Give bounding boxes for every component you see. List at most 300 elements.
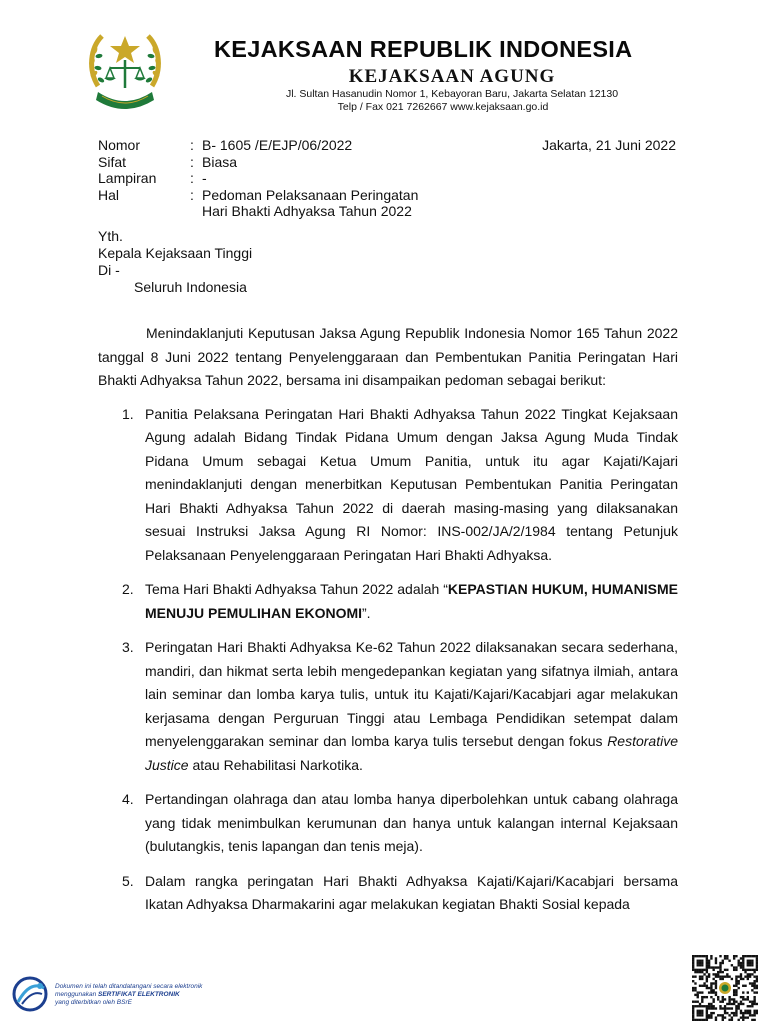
qr-module <box>692 1012 694 1014</box>
qr-module <box>735 982 737 984</box>
qr-module <box>692 966 694 968</box>
qr-module <box>728 1014 730 1016</box>
qr-module <box>751 962 753 964</box>
qr-module <box>735 985 737 987</box>
meta-lampiran <box>98 170 418 187</box>
qr-module <box>735 1010 737 1012</box>
meta-hal <box>98 187 418 220</box>
qr-module <box>715 960 717 962</box>
qr-module <box>740 996 742 998</box>
qr-module <box>722 971 724 973</box>
meta-colon: : <box>190 170 194 186</box>
qr-module <box>735 1012 737 1014</box>
qr-module <box>699 1005 701 1007</box>
qr-module <box>756 1010 758 1012</box>
qr-module <box>701 1014 703 1016</box>
qr-module <box>751 1019 753 1021</box>
qr-module <box>753 975 755 977</box>
qr-module <box>712 969 714 971</box>
qr-module <box>706 971 708 973</box>
qr-module <box>751 964 753 966</box>
qr-module <box>697 1001 699 1003</box>
qr-module <box>706 1016 708 1018</box>
qr-module <box>692 955 694 957</box>
qr-module <box>756 962 758 964</box>
meta-colon: : <box>190 186 194 203</box>
qr-module <box>694 994 696 996</box>
qr-module <box>712 989 714 991</box>
qr-module <box>706 1012 708 1014</box>
qr-module <box>697 955 699 957</box>
qr-module <box>701 978 703 980</box>
list-text: Pertandingan olahraga dan atau lomba hanya diperbolehkan untuk cabang olahraga yang tidak menimbulkan kerumunan dan hanya untuk kalangan internal Kejaksaan (bulutangkis, tenis lapangan dan tenis meja). <box>145 791 678 854</box>
qr-module <box>751 955 753 957</box>
qr-module <box>724 1007 726 1009</box>
qr-module <box>701 975 703 977</box>
qr-module <box>744 985 746 987</box>
qr-module <box>726 1007 728 1009</box>
qr-module <box>740 962 742 964</box>
qr-module <box>715 957 717 959</box>
qr-module <box>699 1012 701 1014</box>
qr-module <box>701 1010 703 1012</box>
qr-module <box>753 971 755 973</box>
qr-module <box>724 975 726 977</box>
qr-module <box>753 1010 755 1012</box>
qr-module <box>756 955 758 957</box>
qr-module <box>742 957 744 959</box>
qr-module <box>733 966 735 968</box>
qr-module <box>728 1007 730 1009</box>
qr-module <box>710 991 712 993</box>
qr-module <box>719 962 721 964</box>
qr-module <box>692 1007 694 1009</box>
list-item <box>98 578 678 625</box>
qr-module <box>740 1010 742 1012</box>
qr-module <box>753 1012 755 1014</box>
footer-line: Dokumen ini telah ditandatangani secara elektronik <box>55 983 203 990</box>
qr-module <box>728 1003 730 1005</box>
qr-module <box>706 985 708 987</box>
meta-value: B- 1605 /E/EJP/06/2022 <box>202 137 353 153</box>
qr-module <box>692 969 694 971</box>
qr-module <box>692 964 694 966</box>
qr-module <box>756 978 758 980</box>
qr-module <box>710 957 712 959</box>
qr-module <box>701 985 703 987</box>
qr-module <box>694 987 696 989</box>
qr-module <box>731 1003 733 1005</box>
qr-module <box>726 975 728 977</box>
qr-module <box>742 962 744 964</box>
qr-module <box>753 955 755 957</box>
qr-module <box>719 978 721 980</box>
qr-module <box>728 998 730 1000</box>
qr-module <box>749 964 751 966</box>
qr-module <box>728 1001 730 1003</box>
qr-module <box>742 1014 744 1016</box>
qr-module <box>692 1005 694 1007</box>
qr-module <box>701 996 703 998</box>
qr-module <box>728 960 730 962</box>
qr-module <box>715 966 717 968</box>
qr-module <box>697 969 699 971</box>
qr-module <box>749 1001 751 1003</box>
qr-module <box>706 969 708 971</box>
qr-module <box>742 1016 744 1018</box>
qr-module <box>751 989 753 991</box>
qr-module <box>753 1019 755 1021</box>
qr-module <box>697 964 699 966</box>
footer-line <box>55 991 202 999</box>
meta-value <box>202 187 418 220</box>
qr-module <box>703 982 705 984</box>
qr-module <box>738 1005 740 1007</box>
qr-module <box>740 975 742 977</box>
qr-module <box>692 975 694 977</box>
qr-module <box>756 987 758 989</box>
list-text: Tema Hari Bhakti Adhyaksa Tahun 2022 adalah “ <box>145 581 448 597</box>
qr-module <box>724 1016 726 1018</box>
qr-module <box>699 1019 701 1021</box>
qr-module <box>733 989 735 991</box>
qr-module <box>715 987 717 989</box>
qr-module <box>708 973 710 975</box>
qr-module <box>715 973 717 975</box>
list-item <box>98 788 678 859</box>
qr-module <box>733 994 735 996</box>
qr-module <box>708 1016 710 1018</box>
qr-module <box>747 991 749 993</box>
qr-module <box>719 1001 721 1003</box>
qr-module <box>715 1007 717 1009</box>
qr-module <box>749 1010 751 1012</box>
qr-module <box>697 1012 699 1014</box>
qr-module <box>692 957 694 959</box>
list-text: atau Rehabilitasi Narkotika. <box>188 756 363 773</box>
meta-key: Nomor <box>98 137 141 153</box>
qr-module <box>731 1019 733 1021</box>
qr-module <box>710 987 712 989</box>
qr-module <box>742 998 744 1000</box>
qr-module <box>735 991 737 993</box>
qr-module <box>742 960 744 962</box>
qr-module <box>710 1014 712 1016</box>
qr-module <box>724 969 726 971</box>
letter-meta <box>98 137 418 220</box>
qr-module <box>744 1010 746 1012</box>
qr-module <box>733 1014 735 1016</box>
qr-module <box>724 1005 726 1007</box>
qr-module <box>753 969 755 971</box>
qr-module <box>712 998 714 1000</box>
qr-module <box>747 975 749 977</box>
qr-module <box>724 1010 726 1012</box>
qr-module <box>717 966 719 968</box>
qr-module <box>747 1005 749 1007</box>
qr-module <box>706 955 708 957</box>
qr-module <box>731 978 733 980</box>
meta-value: Biasa <box>202 153 238 170</box>
qr-module <box>756 960 758 962</box>
qr-module <box>697 1014 699 1016</box>
qr-module <box>740 978 742 980</box>
qr-module <box>747 960 749 962</box>
guideline-list <box>98 403 678 917</box>
qr-module <box>722 998 724 1000</box>
qr-module <box>747 964 749 966</box>
qr-module <box>722 1014 724 1016</box>
qr-module <box>703 996 705 998</box>
qr-module <box>701 962 703 964</box>
qr-module <box>712 1001 714 1003</box>
qr-module <box>738 962 740 964</box>
qr-module <box>735 969 737 971</box>
e-signature-note <box>55 983 202 1007</box>
qr-module <box>710 982 712 984</box>
qr-module <box>753 982 755 984</box>
qr-module <box>715 1016 717 1018</box>
qr-module <box>703 985 705 987</box>
qr-module <box>744 971 746 973</box>
qr-module <box>699 1014 701 1016</box>
qr-module <box>726 973 728 975</box>
qr-module <box>735 989 737 991</box>
qr-module <box>722 1007 724 1009</box>
qr-module <box>756 975 758 977</box>
qr-module <box>706 980 708 982</box>
qr-module <box>733 955 735 957</box>
qr-module <box>710 955 712 957</box>
qr-module <box>726 955 728 957</box>
qr-module <box>744 998 746 1000</box>
qr-module <box>731 1012 733 1014</box>
qr-module <box>751 982 753 984</box>
qr-module <box>724 998 726 1000</box>
qr-module <box>697 971 699 973</box>
qr-module <box>722 1001 724 1003</box>
qr-module <box>756 985 758 987</box>
qr-module <box>747 969 749 971</box>
qr-module <box>738 980 740 982</box>
qr-module <box>747 973 749 975</box>
list-text: Panitia Pelaksana Peringatan Hari Bhakti Adhyaksa Tahun 2022 Tingkat Kejaksaan Agung adalah Bidang Tindak Pidana Umum dengan Jaksa Agung Muda Tindak Pidana Umum sebagai Ketua Umum Panitia, untuk itu agar Kajati/Kajari menindaklanjuti dengan menerbitkan Keputusan Pembentukan Panitia Peringatan Hari Bhakti Adhyaksa Tahun 2022 di daerah masing-masing yang dilaksanakan sesuai Instruksi Jaksa Agung RI Nomor: INS-002/JA/2/1984 tentang Petunjuk Pelaksanaan Penyelenggaraan Peringatan Hari Bhakti Adhyaksa. <box>145 405 678 563</box>
qr-module <box>742 985 744 987</box>
qr-module <box>697 1010 699 1012</box>
qr-module <box>742 969 744 971</box>
qr-module <box>724 1012 726 1014</box>
qr-center-emblem-inner <box>722 985 729 992</box>
qr-module <box>747 955 749 957</box>
bsre-logo-icon <box>10 976 52 1012</box>
footer-line: yang diterbitkan oleh BSrE <box>55 999 132 1006</box>
recipient-place: Seluruh Indonesia <box>134 279 247 295</box>
qr-module <box>710 1003 712 1005</box>
qr-module <box>706 964 708 966</box>
qr-module <box>708 987 710 989</box>
qr-module <box>733 969 735 971</box>
recipient-name: Kepala Kejaksaan Tinggi <box>98 245 253 261</box>
qr-module <box>694 1001 696 1003</box>
qr-module <box>747 978 749 980</box>
qr-module <box>701 964 703 966</box>
qr-module <box>715 982 717 984</box>
qr-module <box>722 962 724 964</box>
qr-module <box>694 975 696 977</box>
qr-module <box>706 1005 708 1007</box>
qr-module <box>747 962 749 964</box>
list-text: Dalam rangka peringatan Hari Bhakti Adhyaksa Kajati/Kajari/Kacabjari bersama Ikatan Adhyaksa Dharmakarini agar melakukan kegiatan Bhakti Sosial kepada <box>145 872 678 912</box>
qr-module <box>722 975 724 977</box>
letter-body <box>98 322 678 928</box>
qr-module <box>747 1010 749 1012</box>
qr-module <box>722 1019 724 1021</box>
qr-module <box>715 985 717 987</box>
qr-module <box>708 1003 710 1005</box>
qr-module <box>742 966 744 968</box>
meta-key: Sifat <box>98 153 127 170</box>
letterhead-contact: Telp / Fax 021 7262667 www.kejaksaan.go.id <box>337 101 549 113</box>
qr-module <box>694 969 696 971</box>
qr-module <box>706 1010 708 1012</box>
qr-module <box>719 975 721 977</box>
qr-module <box>710 1016 712 1018</box>
qr-module <box>749 973 751 975</box>
qr-module <box>744 969 746 971</box>
qr-module <box>740 966 742 968</box>
qr-module <box>717 973 719 975</box>
letterhead-address: Jl. Sultan Hasanudin Nomor 1, Kebayoran Baru, Jakarta Selatan 12130 <box>285 88 619 100</box>
qr-module <box>708 1007 710 1009</box>
meta-colon: : <box>190 137 194 153</box>
qr-module <box>701 969 703 971</box>
qr-module <box>701 955 703 957</box>
qr-module <box>710 1005 712 1007</box>
qr-module <box>738 975 740 977</box>
qr-module <box>719 1005 721 1007</box>
qr-module <box>728 1019 730 1021</box>
qr-module <box>712 978 714 980</box>
qr-module <box>749 982 751 984</box>
recipient-block <box>98 228 252 296</box>
qr-module <box>753 1003 755 1005</box>
qr-module <box>710 1012 712 1014</box>
qr-module <box>708 1005 710 1007</box>
qr-module <box>715 962 717 964</box>
qr-module <box>753 985 755 987</box>
qr-module <box>706 1007 708 1009</box>
qr-module <box>742 996 744 998</box>
qr-module <box>722 996 724 998</box>
qr-module <box>724 955 726 957</box>
qr-module <box>749 955 751 957</box>
footer-bold: SERTIFIKAT ELEKTRONIK <box>98 991 180 998</box>
qr-module <box>756 966 758 968</box>
qr-module <box>722 960 724 962</box>
qr-module <box>697 962 699 964</box>
qr-module <box>740 957 742 959</box>
qr-module <box>699 960 701 962</box>
list-item <box>98 403 678 568</box>
qr-module <box>706 1014 708 1016</box>
qr-module <box>697 994 699 996</box>
letterhead-subtitle: KEJAKSAAN AGUNG <box>348 66 556 87</box>
meta-nomor <box>98 137 418 154</box>
qr-module <box>708 975 710 977</box>
qr-module <box>708 991 710 993</box>
list-number: 5. <box>122 872 134 889</box>
letter-date: Jakarta, 21 Juni 2022 <box>542 137 676 153</box>
qr-module <box>751 969 753 971</box>
qr-module <box>731 1007 733 1009</box>
qr-module <box>694 982 696 984</box>
qr-module <box>710 1007 712 1009</box>
qr-module <box>708 966 710 968</box>
qr-module <box>756 964 758 966</box>
qr-module <box>728 975 730 977</box>
qr-module <box>699 975 701 977</box>
qr-module <box>756 1012 758 1014</box>
qr-module <box>751 1003 753 1005</box>
list-item <box>98 870 678 917</box>
qr-module <box>733 1003 735 1005</box>
qr-module <box>753 998 755 1000</box>
qr-module <box>701 1012 703 1014</box>
qr-module <box>740 1001 742 1003</box>
qr-module <box>699 969 701 971</box>
qr-module <box>724 957 726 959</box>
qr-module <box>742 1003 744 1005</box>
qr-module <box>742 991 744 993</box>
qr-module <box>710 996 712 998</box>
qr-module <box>717 975 719 977</box>
qr-module <box>756 957 758 959</box>
qr-module <box>747 1016 749 1018</box>
qr-module <box>753 1001 755 1003</box>
qr-module <box>744 955 746 957</box>
qr-module <box>708 964 710 966</box>
qr-module <box>706 1019 708 1021</box>
qr-module <box>699 1003 701 1005</box>
qr-module <box>708 962 710 964</box>
qr-module <box>728 996 730 998</box>
qr-module <box>735 1005 737 1007</box>
qr-module <box>742 1012 744 1014</box>
qr-module <box>747 1012 749 1014</box>
qr-module <box>712 1005 714 1007</box>
meta-value: - <box>202 170 207 186</box>
qr-module <box>753 980 755 982</box>
qr-module <box>697 991 699 993</box>
qr-module <box>733 985 735 987</box>
qr-module <box>722 978 724 980</box>
kejaksaan-emblem-icon <box>84 26 166 114</box>
qr-module <box>719 966 721 968</box>
qr-module <box>735 1014 737 1016</box>
qr-module <box>726 1012 728 1014</box>
qr-module <box>717 998 719 1000</box>
qr-module <box>701 1005 703 1007</box>
qr-module <box>749 975 751 977</box>
qr-module <box>701 960 703 962</box>
qr-module <box>703 969 705 971</box>
qr-module <box>726 1003 728 1005</box>
qr-module <box>756 1003 758 1005</box>
qr-module <box>738 987 740 989</box>
qr-module <box>692 989 694 991</box>
qr-module <box>699 991 701 993</box>
qr-module <box>701 971 703 973</box>
